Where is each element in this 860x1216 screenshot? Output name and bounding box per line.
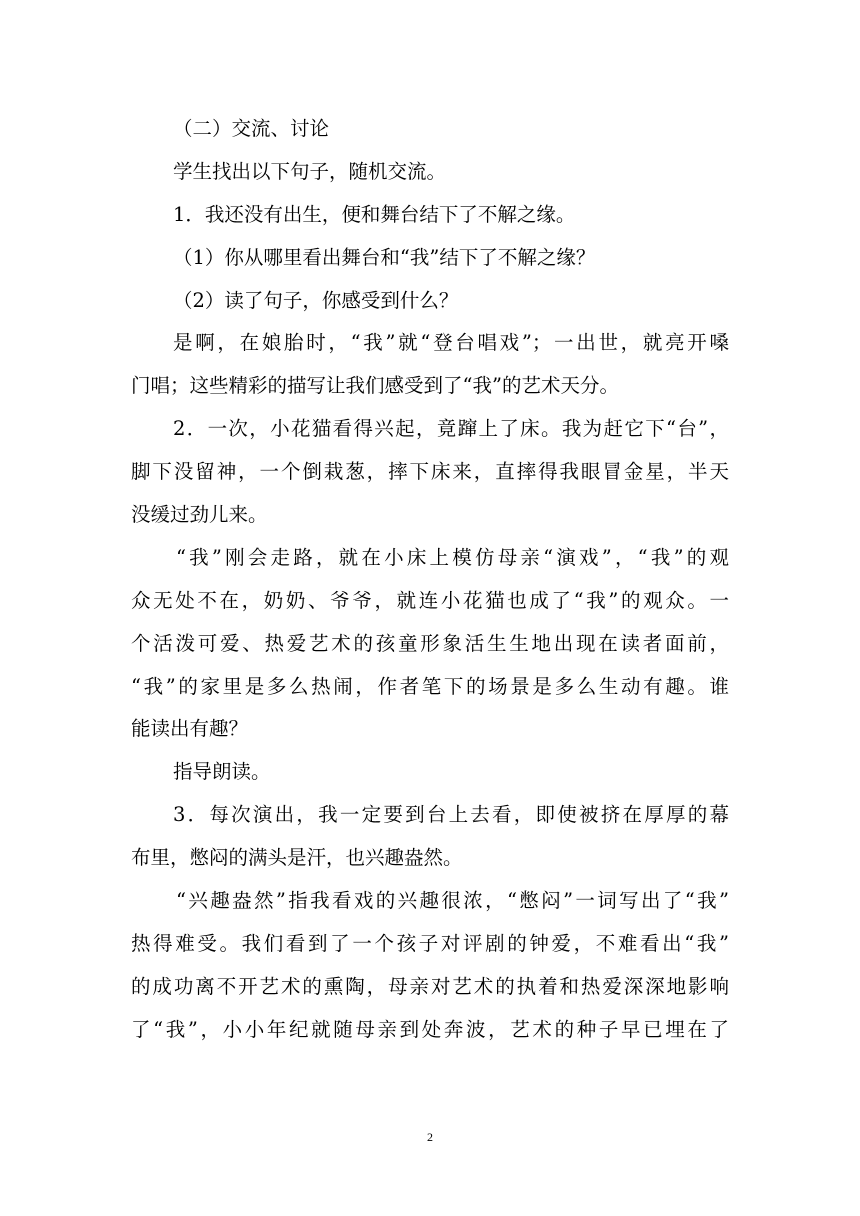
paragraph-line: 指导朗读。 [173, 760, 271, 784]
paragraph-line: 众无处不在，奶奶、爷爷，就连小花猫也成了“我”的观众。一 [131, 588, 729, 612]
section-heading: （二）交流、讨论 [173, 117, 330, 140]
paragraph-line: （1）你从哪里看出舞台和“我”结下了不解之缘？ [173, 245, 596, 269]
paragraph-line: 学生找出以下句子，随机交流。 [173, 159, 447, 183]
paragraph-line: 没缓过劲儿来。 [131, 503, 268, 527]
paragraph-line: 个活泼可爱、热爱艺术的孩童形象活生生地出现在读者面前， [131, 631, 729, 655]
paragraph-line: 1．我还没有出生，便和舞台结下了不解之缘。 [173, 202, 576, 226]
paragraph-line: 能读出有趣？ [131, 717, 249, 741]
paragraph-line: “我”的家里是多么热闹，作者笔下的场景是多么生动有趣。谁 [131, 674, 729, 698]
page-number: 2 [427, 1130, 433, 1144]
paragraph-line: 的成功离不开艺术的熏陶，母亲对艺术的执着和热爱深深地影响 [131, 974, 729, 998]
paragraph-line: 脚下没留神，一个倒栽葱，摔下床来，直摔得我眼冒金星，半天 [131, 460, 729, 484]
document-body [131, 108, 729, 1052]
paragraph-line: 了“我”，小小年纪就随母亲到处奔波，艺术的种子早已埋在了 [131, 1017, 729, 1041]
paragraph-line: 门唱；这些精彩的描写让我们感受到了“我”的艺术天分。 [131, 374, 619, 398]
paragraph-line: “我”刚会走路，就在小床上模仿母亲“演戏”，“我”的观 [176, 545, 729, 569]
paragraph-line: （2）读了句子，你感受到什么？ [173, 288, 459, 312]
paragraph-line: 3．每次演出，我一定要到台上去看，即使被挤在厚厚的幕 [173, 803, 729, 827]
paragraph-line: 布里，憋闷的满头是汗，也兴趣盎然。 [131, 846, 463, 870]
paragraph-line: 热得难受。我们看到了一个孩子对评剧的钟爱，不难看出“我” [131, 931, 729, 955]
paragraph-line: “兴趣盎然”指我看戏的兴趣很浓，“憋闷”一词写出了“我” [176, 889, 729, 913]
paragraph-line: 是啊，在娘胎时，“我”就“登台唱戏”；一出世，就亮开嗓 [173, 331, 729, 355]
paragraph-line: 2．一次，小花猫看得兴起，竟蹿上了床。我为赶它下“台”， [173, 417, 729, 441]
